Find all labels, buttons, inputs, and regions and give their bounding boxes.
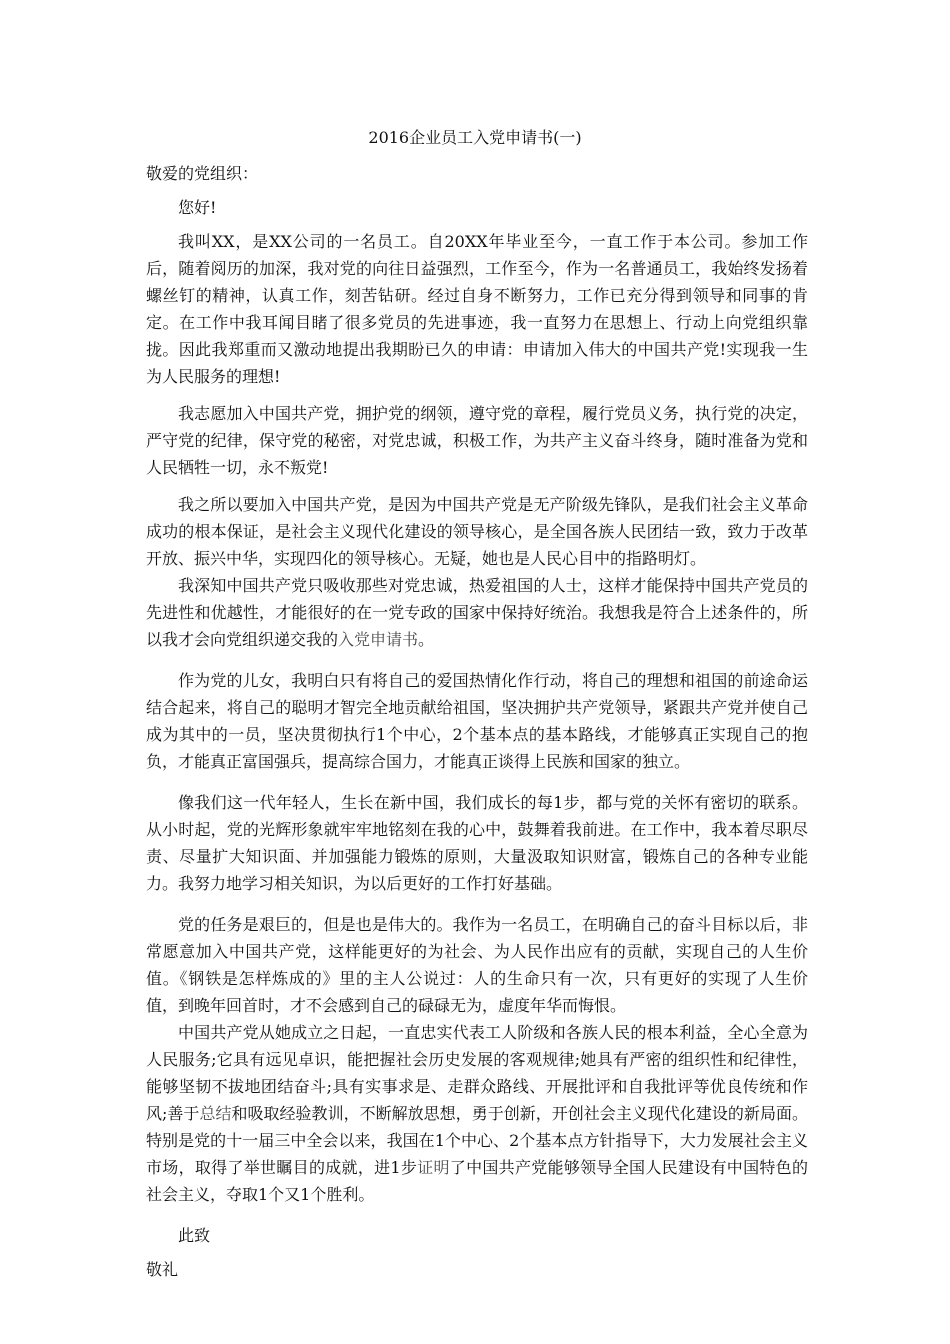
paragraph-8-part-2: 和吸取经验教训，不断解放思想，勇于创新，开创社会主义现代化建设的新局面。特别是党的十一届三中全会以来，我国在1个中心、2个基本点方针指导下，大力发展社会主义市场，取得了举世瞩目的成就，进1步 — [146, 1104, 808, 1177]
paragraph-4-end: 。 — [418, 630, 435, 649]
greeting: 您好! — [178, 198, 217, 217]
paragraph-8 — [146, 1019, 808, 1208]
paragraph-6: 像我们这一代年轻人，生长在新中国，我们成长的每1步，都与党的关怀有密切的联系。从小时起，党的光辉形象就牢牢地铭刻在我的心中，鼓舞着我前进。在工作中，我本着尽职尽责、尽量扩大知识面、并加强能力锻炼的原则，大量汲取知识财富，锻炼自己的各种专业能力。我努力地学习相关知识，为以后更好的工作打好基础。 — [146, 793, 808, 893]
closing-salute: 敬礼 — [146, 1260, 179, 1279]
paragraph-7: 党的任务是艰巨的，但是也是伟大的。我作为一名员工，在明确自己的奋斗目标以后，非常愿意加入中国共产党，这样能更好的为社会、为人民作出应有的贡献，实现自己的人生价值。《钢铁是怎样炼成的》里的主人公说过：人的生命只有一次，只有更好的实现了人生价值，到晚年回首时，才不会感到自己的碌碌无为，虚度年华而悔恨。 — [146, 915, 808, 1015]
document-title: 2016企业员工入党申请书(一) — [368, 128, 582, 147]
closing-regards: 此致 — [178, 1226, 211, 1245]
salutation: 敬爱的党组织： — [146, 164, 259, 183]
summary-link[interactable]: 总结 — [199, 1104, 232, 1123]
paragraph-8-part-1: 中国共产党从她成立之日起，一直忠实代表工人阶级和各族人民的根本利益，全心全意为人民服务;它具有远见卓识，能把握社会历史发展的客观规律;她具有严密的组织性和纪律性，能够坚韧不拔地团结奋斗;具有实事求是、走群众路线、开展批评和自我批评等优良传统和作风;善于 — [146, 1023, 808, 1123]
paragraph-3: 我之所以要加入中国共产党，是因为中国共产党是无产阶级先锋队，是我们社会主义革命成功的根本保证，是社会主义现代化建设的领导核心，是全国各族人民团结一致，致力于改革开放、振兴中华，实现四化的领导核心。无疑，她也是人民心目中的指路明灯。 — [146, 495, 808, 568]
application-link[interactable]: 入党申请书 — [338, 630, 419, 649]
paragraph-2: 我志愿加入中国共产党，拥护党的纲领，遵守党的章程，履行党员义务，执行党的决定，严守党的纪律，保守党的秘密，对党忠诚，积极工作，为共产主义奋斗终身，随时准备为党和人民牺牲一切，永不叛党! — [146, 404, 808, 477]
paragraph-4-text: 我深知中国共产党只吸收那些对党忠诚，热爱祖国的人士，这样才能保持中国共产党员的先进性和优越性，才能很好的在一党专政的国家中保持好统治。我想我是符合上述条件的，所以我才会向党组织递交我的 — [146, 576, 808, 649]
paragraph-8-part-3: 了中国共产党能够领导全国人民建设有中国特色的社会主义，夺取1个又1个胜利。 — [146, 1158, 808, 1204]
paragraph-4 — [146, 572, 808, 653]
document-body — [146, 160, 808, 1283]
proof-link[interactable]: 证明 — [417, 1158, 450, 1177]
paragraph-1: 我叫XX，是XX公司的一名员工。自20XX年毕业至今，一直工作于本公司。参加工作后，随着阅历的加深，我对党的向往日益强烈，工作至今，作为一名普通员工，我始终发扬着螺丝钉的精神，认真工作，刻苦钻研。经过自身不断努力，工作已充分得到领导和同事的肯定。在工作中我耳闻目睹了很多党员的先进事迹，我一直努力在思想上、行动上向党组织靠拢。因此我郑重而又激动地提出我期盼已久的申请：申请加入伟大的中国共产党!实现我一生为人民服务的理想! — [146, 232, 808, 386]
paragraph-5: 作为党的儿女，我明白只有将自己的爱国热情化作行动，将自己的理想和祖国的前途命运结合起来，将自己的聪明才智完全地贡献给祖国，坚决拥护共产党领导，紧跟共产党并使自己成为其中的一员，坚决贯彻执行1个中心，2个基本点的基本路线，才能够真正实现自己的抱负，才能真正富国强兵，提高综合国力，才能真正谈得上民族和国家的独立。 — [146, 671, 808, 771]
